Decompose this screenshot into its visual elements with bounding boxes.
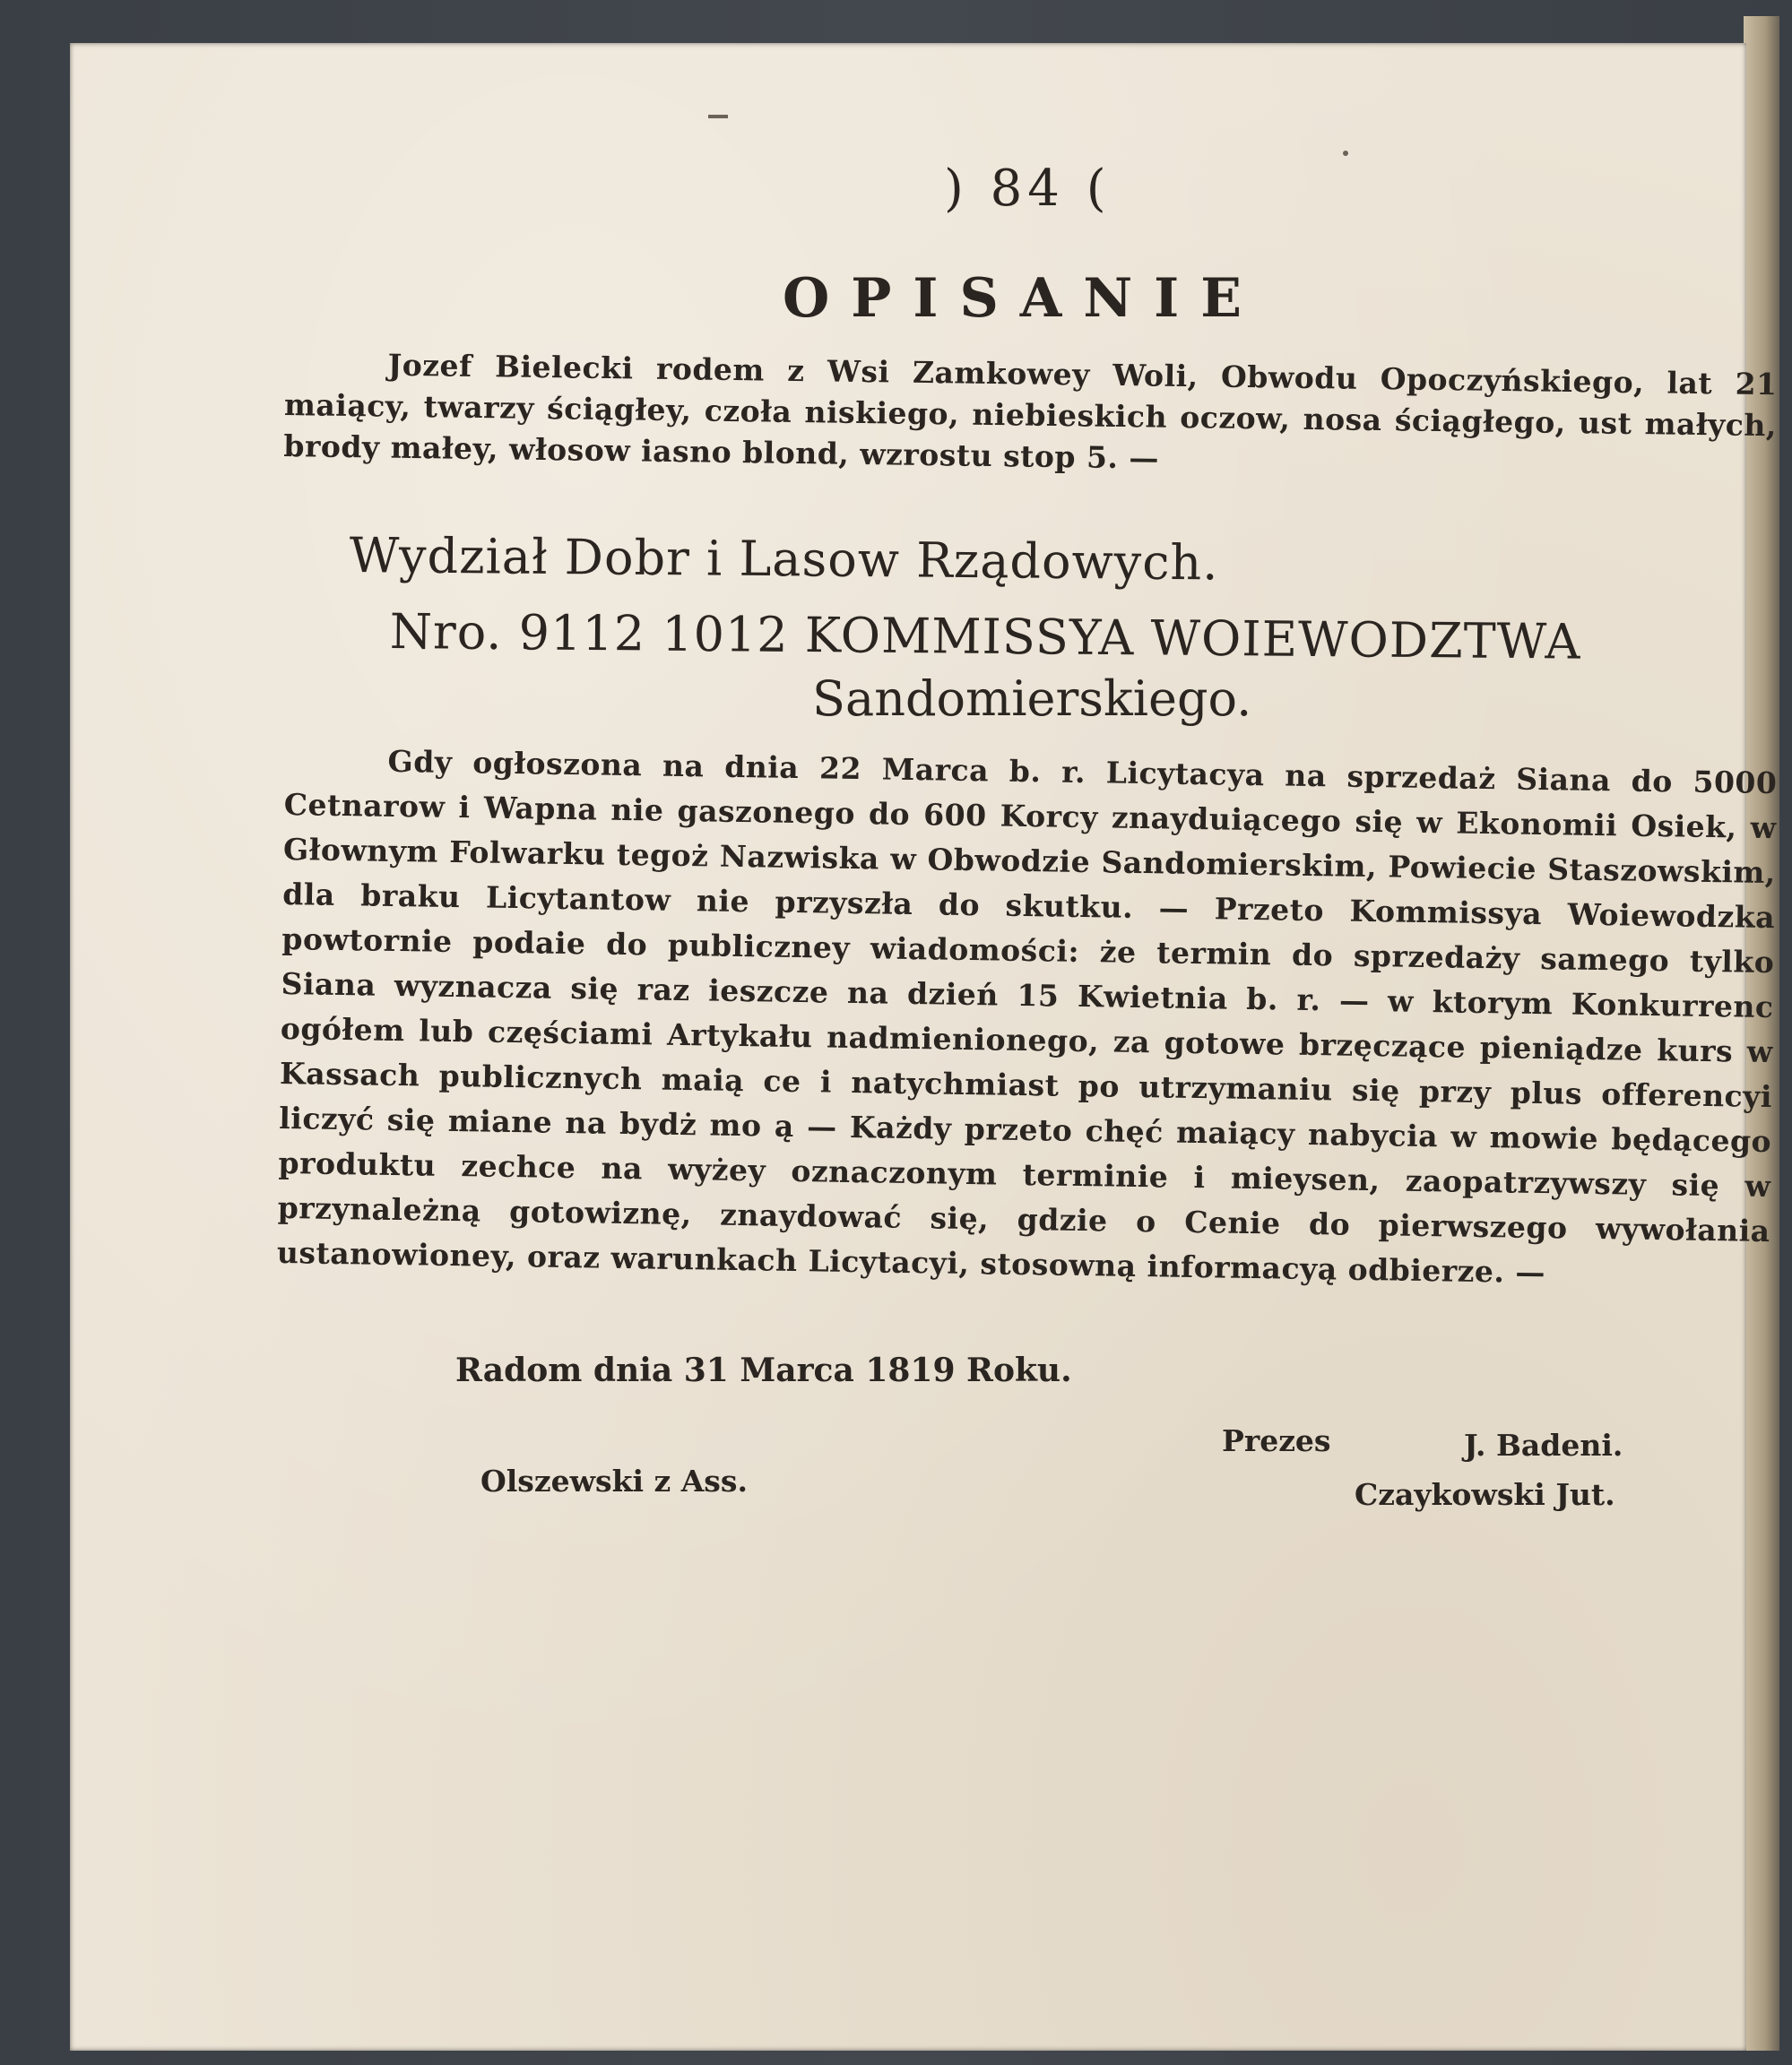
secretary-signature: Czaykowski Jut. bbox=[1355, 1477, 1615, 1512]
page-number: ) 84 ( bbox=[944, 160, 1112, 218]
assessor-signature: Olszewski z Ass. bbox=[480, 1464, 748, 1499]
auction-notice-body: Gdy ogłoszona na dnia 22 Marca b. r. Licytacya na sprzedaż Siana do 5000 Cetnarow i Wapna nie gaszonego do 600 Korcy znayduiącego się w Ekonomii Osiek, w Głownym Folwarku tegoż Nazwiska w Obwodzie Sandomierskim, Powiecie Staszowskim, dla braku Licytantow nie przyszła do skutku. — Przeto Kommissya Woiewodzka powtornie podaie do publiczney wiadomości: że termin do sprzedaży samego tylko Siana wyznacza się raz ieszcze na dzień 15 Kwietnia b. r. — w ktorym Konkurrenc ogółem lub częściami Artykału nadmienionego, za gotowe brzęczące pieniądze kurs w Kassach publicznych maią ce i natychmiast po utrzymaniu się przy plus offerencyi liczyć się miane na bydż mo ą — Każdy przeto chęć maiący nabycia w mowie będącego produktu zechce na wyżey oznaczonym terminie i mieysen, zaopatrzywszy się w przynależną gotowiznę, znaydować się, gdzie o Cenie do pierwszego wywołania ustanowioney, oraz warunkach Licytacyi, stosowną informacyą odbierze. — bbox=[276, 743, 1778, 1291]
opisanie-title: OPISANIE bbox=[783, 267, 1263, 330]
document-page bbox=[70, 43, 1778, 2051]
commission-region-title: Sandomierskiego. bbox=[812, 670, 1252, 727]
ink-spot bbox=[1343, 151, 1348, 156]
numbers-commission-heading: Nro. 9112 1012 KOMMISSYA WOIEWODZTWA bbox=[389, 603, 1581, 670]
ink-mark bbox=[708, 115, 728, 118]
president-label: Prezes bbox=[1222, 1423, 1331, 1458]
dateline: Radom dnia 31 Marca 1819 Roku. bbox=[455, 1352, 1072, 1389]
opisanie-description: Jozef Bielecki rodem z Wsi Zamkowey Woli, Obwodu Opoczyńskiego, lat 21 maiący, twarzy ściągłey, czoła niskiego, niebieskich oczow, nosa ściągłego, ust małych, brody małey, włosow iasno blond, wzrostu stop 5. — bbox=[283, 347, 1778, 476]
department-heading: Wydział Dobr i Lasow Rządowych. bbox=[349, 527, 1219, 592]
president-name: J. Badeni. bbox=[1464, 1428, 1623, 1463]
